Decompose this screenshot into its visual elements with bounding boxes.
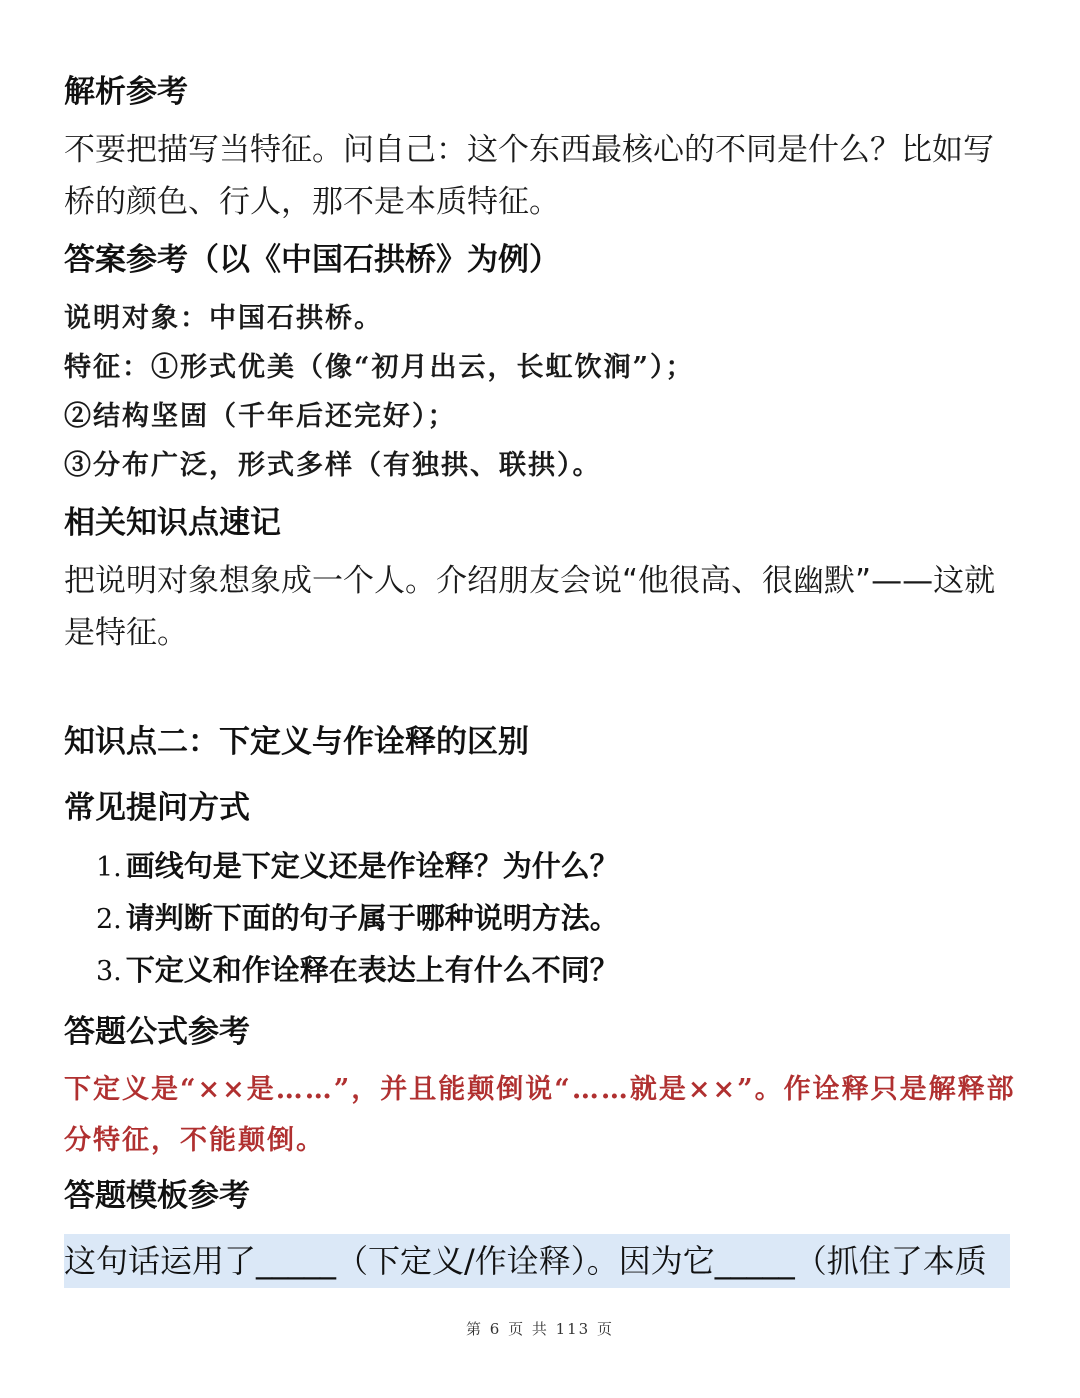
formula-text: 下定义是“××是……”，并且能颠倒说“……就是××”。作诠释只是解释部分特征，不能颠倒。: [64, 1074, 1016, 1156]
list-item: [96, 840, 619, 892]
template-heading: 答题模板参考: [64, 1178, 250, 1214]
list-item-number: 3.: [96, 956, 122, 987]
list-item-text: 下定义和作诠释在表达上有什么不同？: [125, 953, 619, 987]
section-title: 知识点二：下定义与作诠释的区别: [64, 724, 529, 760]
list-item-text: 请判断下面的句子属于哪种说明方法。: [125, 901, 619, 935]
list-item: [96, 944, 619, 996]
answer-line-1: 说明对象：中国石拱桥。: [64, 303, 383, 334]
page-footer: 第 6 页 共 113 页: [465, 1320, 614, 1338]
formula-heading: 答题公式参考: [64, 1014, 250, 1050]
answer-line-2: 特征：①形式优美（像“初月出云，长虹饮涧”）；: [64, 352, 695, 383]
analysis-heading: 解析参考: [64, 74, 188, 110]
list-item: [96, 892, 619, 944]
analysis-text: 不要把描写当特征。问自己：这个东西最核心的不同是什么？比如写桥的颜色、行人，那不是本质特征。: [64, 132, 994, 220]
list-item-text: 画线句是下定义还是作诠释？为什么？: [125, 849, 619, 883]
answer-line-3: ②结构坚固（千年后还完好）；: [64, 401, 457, 432]
list-item-number: 2.: [96, 904, 122, 935]
list-item-number: 1.: [96, 852, 122, 883]
answer-heading: 答案参考（以《中国石拱桥》为例）: [64, 242, 560, 278]
questions-heading: 常见提问方式: [64, 790, 250, 826]
questions-list: [96, 840, 619, 996]
memo-heading: 相关知识点速记: [64, 505, 281, 541]
answer-line-4: ③分布广泛，形式多样（有独拱、联拱）。: [64, 450, 602, 481]
memo-text: 把说明对象想象成一个人。介绍朋友会说“他很高、很幽默”——这就是特征。: [64, 563, 996, 651]
template-text-highlight: 这句话运用了_____（下定义/作诠释）。因为它_____（抓住了本质: [64, 1234, 1010, 1288]
